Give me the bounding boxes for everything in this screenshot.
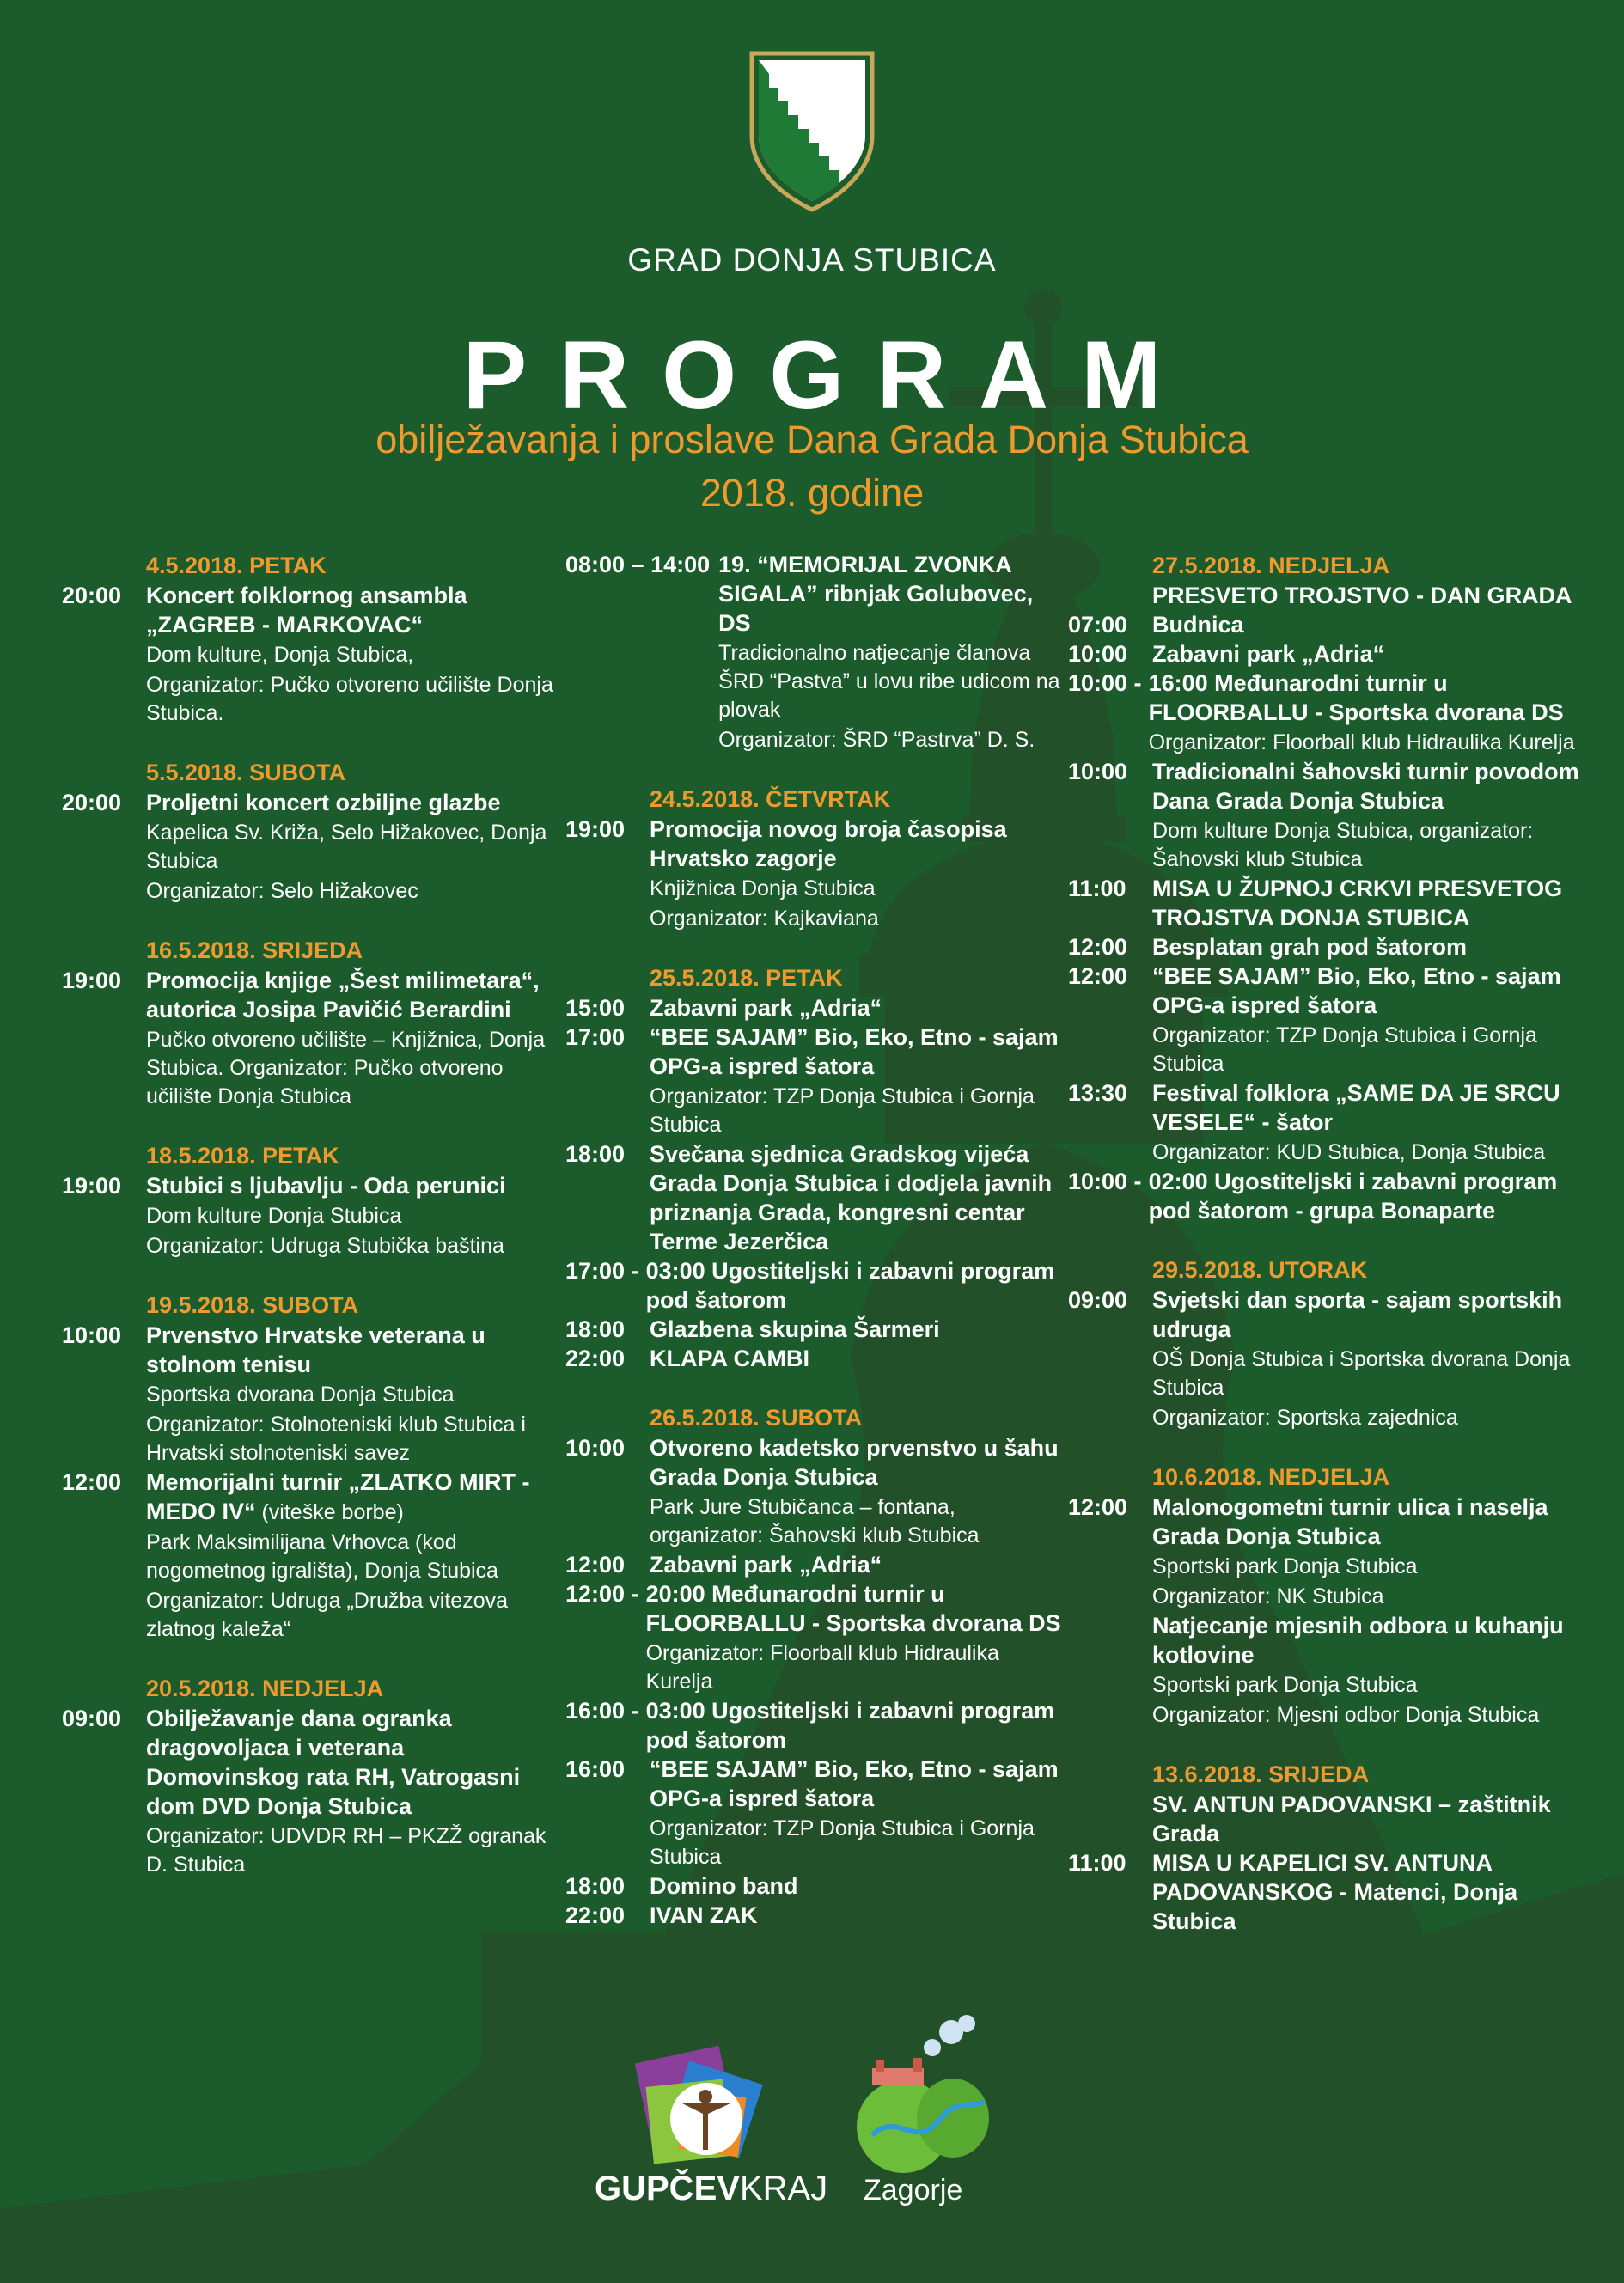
day-block xyxy=(565,962,1064,1373)
event-title xyxy=(650,1871,1064,1901)
event-detail: Organizator: UDVDR RH – PKZŽ ogranak D. Stubica xyxy=(146,1824,546,1877)
event-time: 10:00 xyxy=(565,1435,626,1461)
event-title xyxy=(650,1022,1064,1081)
event-title-text: IVAN ZAK xyxy=(650,1902,758,1928)
event-time: 11:00 xyxy=(1068,1850,1126,1876)
day-date: 19.5.2018. SUBOTA xyxy=(146,1292,359,1318)
event-time: 12:00 xyxy=(62,1469,122,1495)
subtitle: obilježavanja i proslave Dana Grada Donja Stubica xyxy=(375,418,1249,461)
event-title xyxy=(1152,1492,1584,1551)
event-time: 12:00 - xyxy=(565,1581,639,1607)
event-time xyxy=(1068,581,1152,610)
event-row xyxy=(1068,1285,1584,1432)
event-row xyxy=(565,993,1064,1022)
event-detail: Kapelica Sv. Križa, Selo Hižakovec, Donja Stubica xyxy=(146,821,547,873)
event-time: 16:00 xyxy=(565,1756,626,1782)
event-row xyxy=(1068,1492,1584,1611)
event-title-text: Glazbena skupina Šarmeri xyxy=(650,1316,940,1342)
event-title-text: Zabavni park „Adria“ xyxy=(650,995,882,1021)
event-row xyxy=(565,1433,1064,1550)
event-time xyxy=(1068,1611,1152,1730)
event-time xyxy=(1068,1790,1152,1848)
event-detail: Dom kulture, Donja Stubica, xyxy=(146,643,414,667)
event-time: 20:00 xyxy=(62,583,122,608)
event-title-text: Budnica xyxy=(1152,612,1244,638)
event-row xyxy=(62,966,556,1111)
event-title xyxy=(1152,757,1584,815)
event-title-text: Tradicionalni šahovski turnir povodom Dana Grada Donja Stubica xyxy=(1152,759,1579,814)
event-time: 18:00 xyxy=(565,1141,626,1167)
event-title-text: MISA U KAPELICI SV. ANTUNA PADOVANSKOG - Matenci, Donja Stubica xyxy=(1152,1850,1518,1934)
day-date: 10.6.2018. NEDJELJA xyxy=(1152,1464,1390,1490)
event-title-text: 02:00 Ugostiteljski i zabavni program pod šatorom - grupa Bonaparte xyxy=(1148,1169,1558,1224)
event-title xyxy=(646,1579,1064,1638)
event-detail: Tradicionalno natjecanje članova ŠRD “Pastva” u lovu ribe udicom na plovak xyxy=(718,641,1060,722)
event-time: 19:00 xyxy=(62,968,122,993)
day-block xyxy=(565,1402,1064,1930)
event-title-text: “BEE SAJAM” Bio, Eko, Etno - sajam OPG-a ispred šatora xyxy=(650,1756,1059,1811)
event-time: 12:00 xyxy=(1068,1494,1128,1520)
event-detail: Organizator: Udruga Stubička baština xyxy=(146,1234,504,1258)
event-title xyxy=(650,1755,1064,1813)
event-row xyxy=(1068,1611,1584,1730)
event-title xyxy=(1152,1790,1584,1848)
event-title-text: Domino band xyxy=(650,1873,798,1899)
event-title-text: SV. ANTUN PADOVANSKI xyxy=(1152,1792,1432,1817)
event-time: 15:00 xyxy=(565,995,626,1021)
event-title xyxy=(146,788,556,817)
event-row xyxy=(565,1022,1064,1139)
event-detail: Organizator: Kajkaviana xyxy=(650,906,879,931)
event-row xyxy=(62,1704,556,1879)
event-title xyxy=(1152,610,1584,639)
event-detail: Sportski park Donja Stubica xyxy=(1152,1673,1418,1697)
event-time: 19:00 xyxy=(565,816,626,842)
event-row xyxy=(565,1755,1064,1871)
event-detail: Organizator: TZP Donja Stubica i Gornja Stubica xyxy=(1152,1023,1537,1076)
day-block xyxy=(1068,1254,1584,1432)
event-time: 10:00 xyxy=(62,1322,122,1348)
event-title xyxy=(1152,874,1584,932)
event-title-text: Natjecanje mjesnih odbora u kuhanju kotlovine xyxy=(1152,1613,1564,1668)
city-name: GRAD DONJA STUBICA xyxy=(627,242,997,278)
event-time: 12:00 xyxy=(1068,963,1128,989)
gupcev-kraj-logo-icon xyxy=(593,2036,808,2182)
event-title xyxy=(650,1315,1064,1344)
event-time: 16:00 - xyxy=(565,1698,639,1724)
event-row xyxy=(62,1468,556,1644)
event-time: 10:00 - xyxy=(1068,1169,1142,1194)
event-row xyxy=(565,550,1064,754)
subtitle-year: 2018. godine xyxy=(699,471,925,515)
event-title xyxy=(650,1433,1064,1492)
event-row xyxy=(565,1315,1064,1344)
event-title-text: Zabavni park „Adria“ xyxy=(650,1552,882,1578)
event-title-text: Koncert folklornog ansambla „ZAGREB - MARKOVAC“ xyxy=(146,583,467,638)
event-row xyxy=(1068,1167,1584,1225)
event-time: 17:00 xyxy=(565,1024,626,1050)
zagorje-logo-icon xyxy=(846,2006,1001,2178)
day-block xyxy=(565,784,1064,933)
day-block xyxy=(62,757,556,906)
event-title xyxy=(646,1696,1064,1755)
event-title-text: Zabavni park „Adria“ xyxy=(1152,641,1385,667)
event-row xyxy=(1068,610,1584,639)
event-time: 18:00 xyxy=(565,1873,626,1899)
event-detail: Organizator: Stolnoteniski klub Stubica i Hrvatski stolnoteniski savez xyxy=(146,1413,526,1465)
event-detail: Sportska dvorana Donja Stubica xyxy=(146,1383,455,1407)
event-title xyxy=(146,1321,556,1379)
event-title-text: Malonogometni turnir ulica i naselja Grada Donja Stubica xyxy=(1152,1494,1548,1549)
event-detail: Sportski park Donja Stubica xyxy=(1152,1554,1418,1578)
city-crest-icon xyxy=(747,50,877,213)
event-time: 18:00 xyxy=(565,1316,626,1342)
event-row xyxy=(1068,932,1584,961)
event-title xyxy=(650,1139,1064,1256)
gupcev-regular: KRAJ xyxy=(739,2170,828,2207)
event-detail: Park Maksimilijana Vrhovca (kod nogometnog igrališta), Donja Stubica xyxy=(146,1530,498,1583)
event-row xyxy=(565,815,1064,933)
event-title-text: “BEE SAJAM” Bio, Eko, Etno - sajam OPG-a ispred šatora xyxy=(650,1024,1059,1079)
page-title: PROGRAM xyxy=(462,321,1194,429)
event-detail: Organizator: Floorball klub Hidraulika Kurelja xyxy=(645,1641,999,1694)
event-title xyxy=(650,1901,1064,1930)
event-row xyxy=(1068,639,1584,668)
event-detail: Organizator: Mjesni odbor Donja Stubica xyxy=(1152,1703,1540,1727)
event-title-text: Obilježavanje dana ogranka dragovoljaca i veterana Domovinskog rata RH, Vatrogasni dom DVD Donja Stubica xyxy=(146,1706,521,1819)
event-title-second: – zaštitnik Grada xyxy=(1152,1792,1551,1847)
event-detail: Organizator: ŠRD “Pastrva” D. S. xyxy=(718,728,1035,752)
event-title-text: Svečana sjednica Gradskog vijeća Grada Donja Stubica i dodjela javnih priznanja Grada, kongresni centar Terme Jezerčica xyxy=(650,1141,1053,1254)
event-title xyxy=(1152,1848,1584,1936)
event-title xyxy=(146,1704,556,1821)
event-title-text: Festival folklora „SAME DA JE SRCU VESELE“ - šator xyxy=(1152,1080,1560,1135)
event-row xyxy=(62,788,556,906)
event-title-text: Promocija novog broja časopisa Hrvatsko zagorje xyxy=(650,816,1007,871)
event-time: 11:00 xyxy=(1068,876,1126,901)
event-title xyxy=(718,550,1064,638)
day-date: 16.5.2018. SRIJEDA xyxy=(146,937,363,963)
event-title-extra: (viteške borbe) xyxy=(255,1500,404,1524)
day-date: 27.5.2018. NEDJELJA xyxy=(1152,552,1390,578)
day-block xyxy=(1068,1759,1584,1936)
event-title xyxy=(650,1344,1064,1373)
event-detail: Organizator: NK Stubica xyxy=(1152,1584,1384,1608)
event-row xyxy=(1068,581,1584,610)
gupcev-kraj-logo-text xyxy=(595,2170,827,2208)
event-time: 13:30 xyxy=(1068,1080,1128,1106)
event-title xyxy=(1149,1167,1584,1225)
event-row xyxy=(1068,1078,1584,1167)
day-date: 25.5.2018. PETAK xyxy=(650,965,843,991)
event-row xyxy=(62,1171,556,1261)
event-title-text: Proljetni koncert ozbiljne glazbe xyxy=(146,790,501,815)
event-detail: Organizator: Udruga „Družba vitezova zlatnog kaleža“ xyxy=(146,1589,509,1641)
event-row xyxy=(62,581,556,728)
event-title-text: 03:00 Ugostiteljski i zabavni program pod šatorom xyxy=(645,1258,1055,1313)
event-title-text: 03:00 Ugostiteljski i zabavni program pod šatorom xyxy=(645,1698,1055,1753)
event-time: 09:00 xyxy=(62,1706,122,1731)
gupcev-bold: GUPČEV xyxy=(595,2170,740,2207)
event-time: 07:00 xyxy=(1068,612,1128,638)
event-title-text: MISA U ŽUPNOJ CRKVI PRESVETOG TROJSTVA DONJA STUBICA xyxy=(1152,876,1563,931)
event-title-text: 20:00 Međunarodni turnir u FLOORBALLU - Sportska dvorana DS xyxy=(645,1581,1061,1636)
schedule-column-1 xyxy=(62,550,556,1908)
event-row xyxy=(1068,874,1584,932)
event-row xyxy=(565,1901,1064,1930)
schedule-column-2 xyxy=(565,550,1064,1959)
event-row xyxy=(1068,757,1584,874)
event-detail: Knjižnica Donja Stubica xyxy=(650,876,876,900)
day-block xyxy=(62,1290,556,1644)
event-title xyxy=(1152,581,1584,610)
event-detail: Organizator: Selo Hižakovec xyxy=(146,879,418,903)
event-row xyxy=(565,1139,1064,1256)
event-detail: Organizator: TZP Donja Stubica i Gornja Stubica xyxy=(650,1816,1035,1869)
event-title-text: Besplatan grah pod šatorom xyxy=(1152,934,1468,960)
day-block xyxy=(62,935,556,1111)
day-block xyxy=(1068,1462,1584,1730)
event-time: 17:00 - xyxy=(565,1258,639,1284)
event-title-text: Prvenstvo Hrvatske veterana u stolnom tenisu xyxy=(146,1322,485,1377)
day-date: 5.5.2018. SUBOTA xyxy=(146,760,346,785)
day-date: 29.5.2018. UTORAK xyxy=(1152,1257,1368,1283)
event-title-text: KLAPA CAMBI xyxy=(650,1346,809,1371)
event-title xyxy=(146,966,556,1024)
event-row xyxy=(1068,668,1584,757)
event-row xyxy=(565,1579,1064,1696)
event-row xyxy=(1068,1848,1584,1936)
event-title xyxy=(650,815,1064,873)
event-time: 12:00 xyxy=(565,1552,626,1578)
event-detail: Organizator: Sportska zajednica xyxy=(1152,1406,1458,1430)
event-time: 20:00 xyxy=(62,790,122,815)
day-date: 4.5.2018. PETAK xyxy=(146,552,327,578)
day-block xyxy=(1068,550,1584,1225)
event-detail: Park Jure Stubičanca – fontana, organizator: Šahovski klub Stubica xyxy=(650,1495,980,1547)
event-title xyxy=(1152,932,1584,961)
event-row xyxy=(565,1871,1064,1901)
event-time: 10:00 xyxy=(1068,759,1128,784)
event-detail: Organizator: TZP Donja Stubica i Gornja Stubica xyxy=(650,1084,1035,1137)
event-row xyxy=(565,1696,1064,1755)
event-time: 08:00 – 14:00 xyxy=(565,552,711,577)
event-title xyxy=(1149,668,1584,727)
event-detail: Dom kulture Donja Stubica, organizator: Šahovski klub Stubica xyxy=(1152,819,1534,871)
event-title xyxy=(146,581,556,639)
event-title-text: 19. “MEMORIJAL ZVONKA SIGALA” ribnjak Golubovec, DS xyxy=(718,552,1034,636)
schedule-column-3 xyxy=(1068,550,1584,1965)
event-title-text: Promocija knjige „Šest milimetara“, autorica Josipa Pavičić Berardini xyxy=(146,968,540,1022)
event-title xyxy=(650,993,1064,1022)
event-row xyxy=(565,1256,1064,1315)
event-time: 22:00 xyxy=(565,1346,626,1371)
day-block xyxy=(62,1140,556,1261)
event-detail: Organizator: Pučko otvoreno učilište Donja Stubica. xyxy=(146,673,553,725)
event-time: 10:00 - xyxy=(1068,670,1142,696)
event-time: 09:00 xyxy=(1068,1287,1128,1313)
event-time: 12:00 xyxy=(1068,934,1128,960)
event-title-text: Memorijalni turnir „ZLATKO MIRT - MEDO IV“ xyxy=(146,1469,530,1524)
event-title-text: Stubici s ljubavlju - Oda perunici xyxy=(146,1173,506,1199)
event-title-text: Svjetski dan sporta - sajam sportskih udruga xyxy=(1152,1287,1563,1342)
event-title xyxy=(1152,1078,1584,1137)
event-row xyxy=(62,1321,556,1468)
day-date: 13.6.2018. SRIJEDA xyxy=(1152,1761,1370,1787)
event-detail: Dom kulture Donja Stubica xyxy=(146,1204,402,1228)
day-date: 20.5.2018. NEDJELJA xyxy=(146,1676,384,1701)
event-detail: OŠ Donja Stubica i Sportska dvorana Donja Stubica xyxy=(1152,1347,1571,1400)
zagorje-logo-text: Zagorje xyxy=(864,2174,963,2207)
event-row xyxy=(1068,961,1584,1078)
day-block xyxy=(62,550,556,728)
event-title-text: 16:00 Međunarodni turnir u FLOORBALLU - Sportska dvorana DS xyxy=(1148,670,1564,725)
event-row xyxy=(565,1550,1064,1579)
event-title-text: Otvoreno kadetsko prvenstvo u šahu Grada Donja Stubica xyxy=(650,1435,1059,1490)
event-title xyxy=(1152,961,1584,1020)
event-detail: Organizator: Floorball klub Hidraulika Kurelja xyxy=(1148,730,1575,754)
event-title xyxy=(146,1171,556,1200)
event-title xyxy=(1152,1285,1584,1344)
event-time: 19:00 xyxy=(62,1173,122,1199)
event-title xyxy=(646,1256,1064,1315)
day-block xyxy=(565,550,1064,754)
event-title xyxy=(650,1550,1064,1579)
event-time: 22:00 xyxy=(565,1902,626,1928)
event-row xyxy=(1068,1790,1584,1848)
event-title-text: PRESVETO TROJSTVO - DAN GRADA xyxy=(1152,583,1572,608)
event-time: 10:00 xyxy=(1068,641,1128,667)
event-title xyxy=(1152,639,1584,668)
event-title xyxy=(1152,1611,1584,1670)
event-detail: Pučko otvoreno učilište – Knjižnica, Donja Stubica. Organizator: Pučko otvoreno učilište Donja Stubica xyxy=(146,1028,546,1108)
day-block xyxy=(62,1673,556,1879)
event-title xyxy=(146,1468,556,1527)
event-detail: Organizator: KUD Stubica, Donja Stubica xyxy=(1152,1140,1546,1164)
event-row xyxy=(565,1344,1064,1373)
day-date: 24.5.2018. ČETVRTAK xyxy=(650,786,891,812)
day-date: 26.5.2018. SUBOTA xyxy=(650,1405,863,1431)
event-title-text: “BEE SAJAM” Bio, Eko, Etno - sajam OPG-a ispred šatora xyxy=(1152,963,1561,1018)
day-date: 18.5.2018. PETAK xyxy=(146,1143,339,1169)
